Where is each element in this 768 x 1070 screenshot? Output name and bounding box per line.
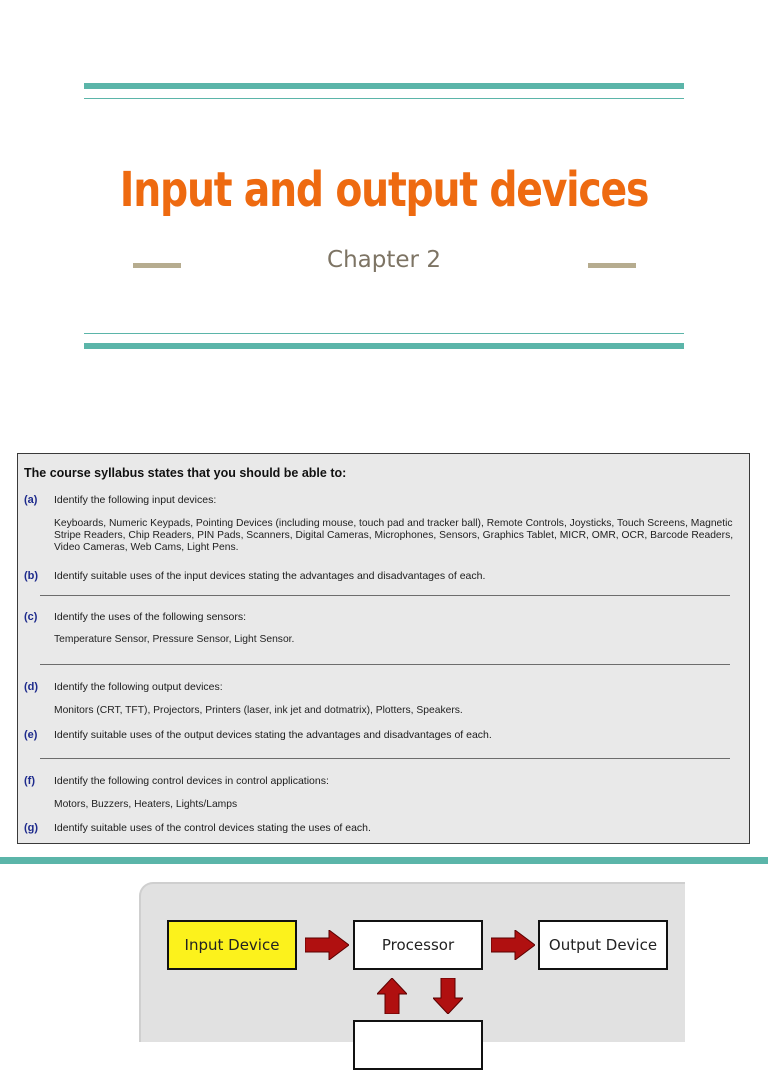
item-letter: (c) — [24, 611, 38, 623]
output-device-label: Output Device — [548, 936, 658, 954]
right-arrow-icon — [305, 930, 349, 960]
syllabus-item-d — [24, 681, 744, 693]
item-letter: (e) — [24, 729, 38, 741]
input-device-label: Input Device — [184, 936, 280, 954]
slide-subtitle: Chapter 2 — [327, 247, 441, 273]
top-thin-rule — [84, 98, 684, 99]
slide-title: Input and output devices — [119, 162, 649, 218]
processor-label: Processor — [381, 936, 455, 954]
item-letter: (f) — [24, 775, 35, 787]
item-text: Identify the following input devices: — [54, 494, 217, 506]
syllabus-heading: The course syllabus states that you should be able to: — [24, 466, 347, 480]
syllabus-item-g — [24, 822, 744, 834]
item-text: Identify the following control devices in control applications: — [54, 775, 329, 787]
output-device-box — [538, 920, 668, 970]
separator — [40, 595, 730, 596]
syllabus-detail-f: Motors, Buzzers, Heaters, Lights/Lamps — [54, 799, 238, 810]
bottom-thick-rule — [84, 343, 684, 349]
item-text: Identify suitable uses of the control devices stating the uses of each. — [54, 822, 371, 834]
teal-divider-band — [0, 857, 768, 864]
syllabus-detail-d: Monitors (CRT, TFT), Projectors, Printers (laser, ink jet and dotmatrix), Plotters, Speakers. — [54, 705, 463, 716]
syllabus-item-b — [24, 570, 744, 582]
storage-box — [353, 1020, 483, 1070]
up-arrow-icon — [377, 978, 407, 1014]
separator — [40, 664, 730, 665]
bottom-thin-rule — [84, 333, 684, 334]
separator — [40, 758, 730, 759]
processor-box — [353, 920, 483, 970]
right-arrow-icon — [491, 930, 535, 960]
item-text: Identify the following output devices: — [54, 681, 223, 693]
item-text: Identify the uses of the following sensors: — [54, 611, 247, 623]
syllabus-item-f — [24, 775, 744, 787]
down-arrow-icon — [433, 978, 463, 1014]
item-letter: (b) — [24, 570, 39, 582]
syllabus-item-a — [24, 494, 744, 506]
syllabus-item-e — [24, 729, 744, 741]
item-letter: (d) — [24, 681, 39, 693]
io-diagram — [139, 882, 685, 1042]
item-letter: (g) — [24, 822, 39, 834]
item-text: Identify suitable uses of the input devices stating the advantages and disadvantages of each. — [54, 570, 486, 582]
item-text: Identify suitable uses of the output devices stating the advantages and disadvantages of each. — [54, 729, 492, 741]
item-letter: (a) — [24, 494, 38, 506]
top-thick-rule — [84, 83, 684, 89]
syllabus-detail-c: Temperature Sensor, Pressure Sensor, Light Sensor. — [54, 634, 295, 645]
syllabus-box — [17, 453, 750, 844]
input-device-box — [167, 920, 297, 970]
right-dash — [588, 263, 636, 268]
syllabus-item-c — [24, 611, 744, 623]
syllabus-detail-a: Keyboards, Numeric Keypads, Pointing Devices (including mouse, touch pad and tracker ball), Remote Controls, Joysticks, Touch Screens, Magnetic Stripe Readers, Chip Readers, PIN Pads, Scanners, Digital Cameras, Microphones, Sensors, Graphics Tablet, MICR, OMR, OCR, Barcode Readers, Video Cameras, Web Cams, Light Pens. — [54, 518, 734, 553]
